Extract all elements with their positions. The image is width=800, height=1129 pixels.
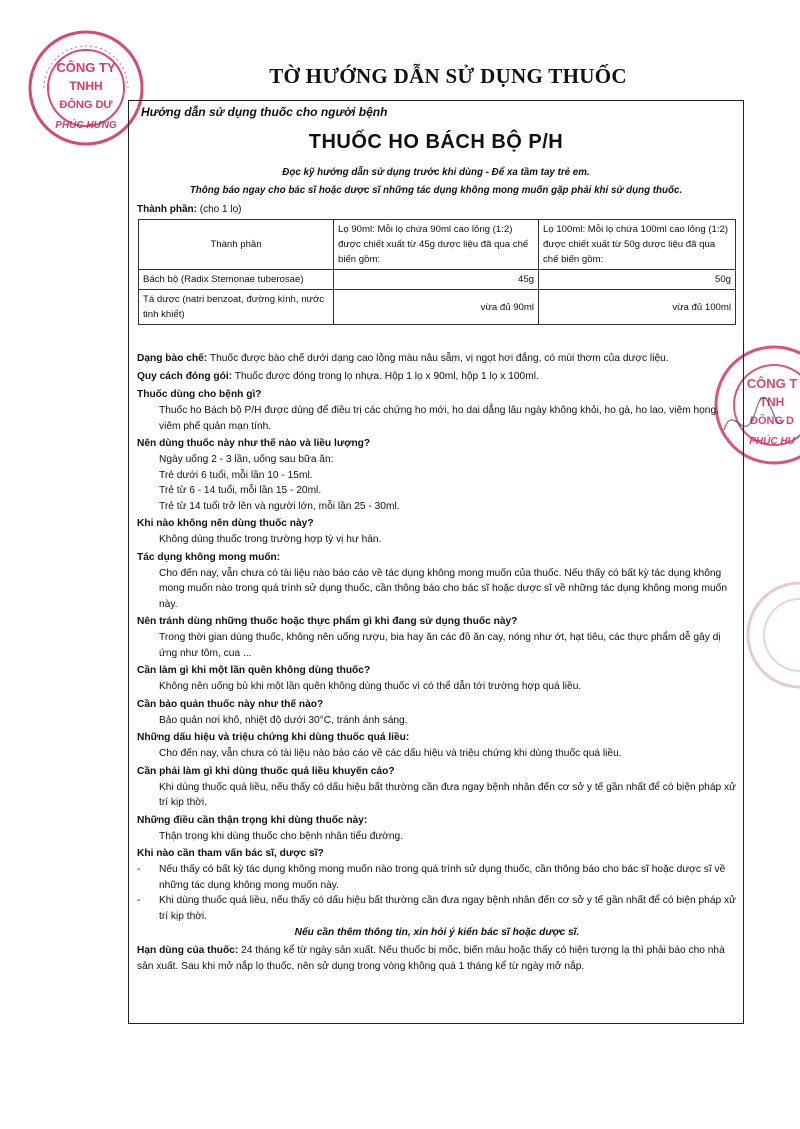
table-header-row bbox=[139, 220, 736, 270]
composition-table bbox=[138, 219, 736, 325]
more-info-note: Nếu cần thêm thông tin, xin hỏi ý kiến bác sĩ hoặc dược sĩ. bbox=[294, 927, 580, 938]
dosage-form: Dạng bào chế: Thuốc được bào chế dưới dạng cao lỏng màu nâu sẫm, vị ngọt hơi đắng, có mùi thơm của dược liệu. bbox=[137, 353, 669, 364]
section-text: Không nên uống bù khi một lần quên không dùng thuốc vì có thể dẫn tới trường hợp quá liều. bbox=[159, 681, 582, 692]
composition-label: Thành phần: (cho 1 lọ) bbox=[137, 204, 242, 215]
list-item: - Nếu thấy có bất kỳ tác dụng không mong muốn nào trong quá trình sử dụng thuốc, cần thông báo cho bác sĩ hoặc dược sĩ về những tác dụng không mong muốn này. bbox=[137, 864, 726, 891]
table-cell: 45g bbox=[334, 270, 539, 290]
svg-text:PHÚC HƯNG: PHÚC HƯNG bbox=[55, 120, 117, 131]
dose-line: Trẻ từ 14 tuổi trở lên và người lớn, mỗi lần 25 - 30ml. bbox=[159, 500, 400, 512]
section-heading: Thuốc dùng cho bệnh gì? bbox=[137, 389, 262, 400]
section-heading: Nên tránh dùng những thuốc hoặc thực phẩm gì khi đang sử dụng thuốc này? bbox=[137, 616, 518, 627]
svg-text:TNH: TNH bbox=[759, 395, 785, 409]
table-cell: vừa đủ 90ml bbox=[334, 290, 539, 325]
section-text: Khi dùng thuốc quá liều, nếu thấy có dấu hiệu bất thường cần đưa ngay bệnh nhân đến cơ sở y tế gần nhất để có biện pháp xử trí kịp thời. bbox=[159, 781, 736, 808]
expiry: Hạn dùng của thuốc: 24 tháng kể từ ngày sản xuất. Nếu thuốc bị mốc, biến màu hoặc thấy có hiện tượng lạ thì phải báo cho nhà sản xuất. Sau khi mở nắp lọ thuốc, nên sử dụng trong vòng không quá 1 tháng kể từ ngày mở nắp. bbox=[137, 945, 725, 972]
section-heading: Cần bảo quản thuốc này như thế nào? bbox=[137, 698, 324, 710]
table-header-cell: Lọ 90ml: Mỗi lọ chứa 90ml cao lỏng (1:2) được chiết xuất từ 45g dược liệu đã qua chế biến gồm: bbox=[334, 220, 539, 270]
section-text: Thuốc ho Bách bộ P/H được dùng để điều trị các chứng ho mới, ho dai dẳng lâu ngày không khỏi, ho gà, ho lao, viêm họng, viêm phế quản mạn tính. bbox=[159, 405, 719, 432]
table-cell: vừa đủ 100ml bbox=[539, 290, 736, 325]
leaflet-subtitle: Hướng dẫn sử dụng thuốc cho người bệnh bbox=[141, 105, 388, 119]
svg-text:CÔNG TY: CÔNG TY bbox=[56, 60, 116, 75]
document-title: TỜ HƯỚNG DẪN SỬ DỤNG THUỐC bbox=[269, 64, 627, 88]
svg-text:ĐÔNG DƯ: ĐÔNG DƯ bbox=[59, 99, 113, 111]
svg-text:PHÚC HU: PHÚC HU bbox=[749, 436, 795, 447]
dose-line: Trẻ từ 6 - 14 tuổi, mỗi lần 15 - 20ml. bbox=[159, 485, 322, 496]
section-text: Trong thời gian dùng thuốc, không nên uống rượu, bia hay ăn các đồ ăn cay, nóng như ớt, hạt tiêu, các thực phẩm dễ gây dị ứng như tôm, cua ... bbox=[159, 632, 721, 659]
leaflet-frame bbox=[128, 100, 744, 1024]
section-text: Bảo quản nơi khô, nhiệt độ dưới 30°C, tránh ánh sáng. bbox=[159, 714, 408, 726]
table-cell: Tá dược (natri benzoat, đường kính, nước tinh khiết) bbox=[139, 290, 334, 325]
table-cell: 50g bbox=[539, 270, 736, 290]
table-header-cell: Lọ 100ml: Mỗi lọ chứa 100ml cao lỏng (1:2) được chiết xuất từ 50g dược liệu đã qua chế biến gồm: bbox=[539, 220, 736, 270]
dose-line: Ngày uống 2 - 3 lần, uống sau bữa ăn: bbox=[159, 454, 334, 465]
svg-text:ĐÔNG D: ĐÔNG D bbox=[750, 415, 794, 427]
list-item: - Khi dùng thuốc quá liều, nếu thấy có dấu hiệu bất thường cần đưa ngay bệnh nhân đến cơ sở y tế gần nhất để có biện pháp xử trí kịp thời. bbox=[137, 895, 736, 922]
section-heading: Nên dùng thuốc này như thế nào và liều lượng? bbox=[137, 438, 371, 449]
warning-report-effects: Thông báo ngay cho bác sĩ hoặc dược sĩ những tác dụng không mong muốn gặp phải khi sử dụng thuốc. bbox=[189, 185, 683, 196]
warning-read-instructions: Đọc kỹ hướng dẫn sử dụng trước khi dùng - Để xa tầm tay trẻ em. bbox=[282, 167, 590, 178]
section-text: Cho đến nay, vẫn chưa có tài liệu nào báo cáo về các dấu hiệu và triệu chứng khi dùng thuốc quá liều. bbox=[159, 748, 622, 759]
section-heading: Những dấu hiệu và triệu chứng khi dùng thuốc quá liều: bbox=[137, 732, 410, 743]
section-heading: Tác dụng không mong muốn: bbox=[137, 551, 281, 563]
section-heading: Khi nào không nên dùng thuốc này? bbox=[137, 518, 314, 529]
table-row bbox=[139, 270, 736, 290]
svg-text:CÔNG T: CÔNG T bbox=[746, 376, 798, 391]
table-cell: Bách bộ (Radix Stemonae tuberosae) bbox=[139, 270, 334, 290]
leaflet-body bbox=[137, 349, 737, 974]
section-text: Thận trọng khi dùng thuốc cho bệnh nhân tiểu đường. bbox=[159, 830, 404, 842]
section-text: Cho đến nay, vẫn chưa có tài liệu nào báo cáo về tác dụng không mong muốn của thuốc. Nếu thấy có bất kỳ tác dụng không mong muốn nào trong quá trình sử dụng thuốc, cần thông báo cho bác sĩ hoặc dược sĩ về những tác dụng không mong muốn này. bbox=[159, 567, 728, 610]
faint-seal-right bbox=[740, 570, 800, 700]
packaging: Quy cách đóng gói: Thuốc được đóng trong lọ nhựa. Hộp 1 lọ x 90ml, hộp 1 lọ x 100ml. bbox=[137, 371, 539, 382]
table-header-cell: Thành phần bbox=[139, 220, 334, 270]
section-heading: Khi nào cần tham vấn bác sĩ, dược sĩ? bbox=[137, 848, 324, 859]
section-heading: Những điều cần thận trọng khi dùng thuốc này: bbox=[137, 814, 368, 826]
dose-line: Trẻ dưới 6 tuổi, mỗi lần 10 - 15ml. bbox=[159, 469, 313, 481]
drug-name: THUỐC HO BÁCH BỘ P/H bbox=[308, 131, 564, 153]
section-heading: Cần làm gì khi một lần quên không dùng thuốc? bbox=[137, 665, 371, 676]
section-text: Không dùng thuốc trong trường hợp tỳ vị hư hàn. bbox=[159, 534, 382, 545]
table-row bbox=[139, 290, 736, 325]
section-heading: Cần phải làm gì khi dùng thuốc quá liều khuyến cáo? bbox=[137, 765, 395, 777]
svg-text:TNHH: TNHH bbox=[69, 79, 103, 93]
